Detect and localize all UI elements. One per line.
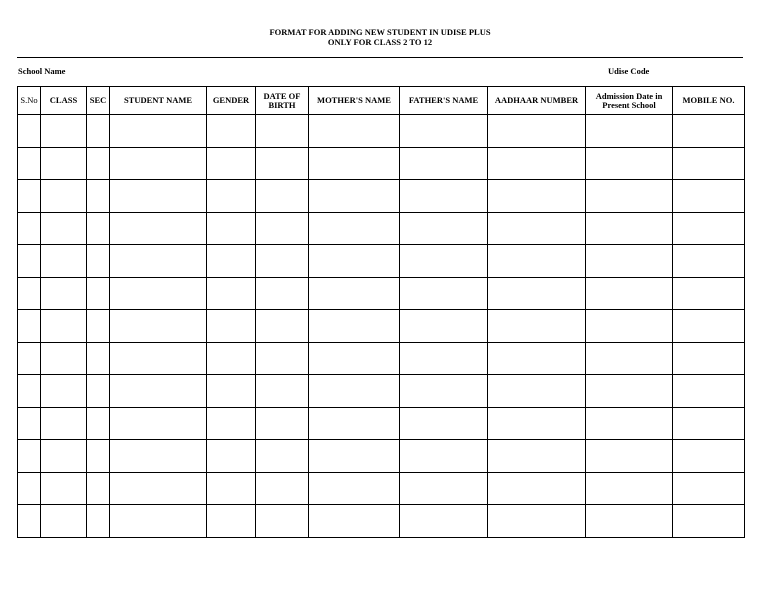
header-fathers-name-text: FATHER'S NAME [408, 95, 479, 105]
cell-admission-date[interactable] [586, 147, 673, 180]
cell-aadhaar-number[interactable] [488, 342, 586, 375]
cell-date-of-birth[interactable] [256, 147, 309, 180]
cell-fathers-name[interactable] [400, 310, 488, 343]
cell-admission-date[interactable] [586, 505, 673, 538]
cell-sno[interactable] [18, 245, 41, 278]
cell-sno[interactable] [18, 407, 41, 440]
cell-class[interactable] [41, 310, 87, 343]
cell-mobile-no[interactable] [673, 180, 745, 213]
header-sno [18, 87, 41, 115]
cell-date-of-birth[interactable] [256, 342, 309, 375]
cell-sec[interactable] [87, 310, 110, 343]
cell-date-of-birth[interactable] [256, 277, 309, 310]
cell-mobile-no[interactable] [673, 147, 745, 180]
cell-date-of-birth[interactable] [256, 115, 309, 148]
cell-admission-date[interactable] [586, 375, 673, 408]
cell-aadhaar-number[interactable] [488, 180, 586, 213]
cell-mobile-no[interactable] [673, 245, 745, 278]
cell-aadhaar-number[interactable] [488, 440, 586, 473]
header-student-name [110, 87, 207, 115]
cell-fathers-name[interactable] [400, 180, 488, 213]
cell-student-name[interactable] [110, 342, 207, 375]
cell-student-name[interactable] [110, 505, 207, 538]
cell-sno[interactable] [18, 277, 41, 310]
header-date-of-birth [256, 87, 309, 115]
school-name-label: School Name [18, 66, 66, 76]
cell-date-of-birth[interactable] [256, 407, 309, 440]
cell-admission-date[interactable] [586, 245, 673, 278]
cell-sec[interactable] [87, 147, 110, 180]
table-row [18, 277, 745, 310]
cell-sno[interactable] [18, 147, 41, 180]
cell-gender[interactable] [207, 375, 256, 408]
cell-sno[interactable] [18, 180, 41, 213]
cell-gender[interactable] [207, 472, 256, 505]
cell-gender[interactable] [207, 147, 256, 180]
cell-mobile-no[interactable] [673, 342, 745, 375]
header-admission-date-line-1: Admission Date in [595, 90, 663, 101]
header-sno-text: S.No [20, 95, 38, 105]
cell-admission-date[interactable] [586, 407, 673, 440]
cell-sec[interactable] [87, 115, 110, 148]
table-row [18, 440, 745, 473]
cell-mothers-name[interactable] [309, 147, 400, 180]
cell-gender[interactable] [207, 407, 256, 440]
cell-student-name[interactable] [110, 310, 207, 343]
cell-aadhaar-number[interactable] [488, 212, 586, 245]
cell-aadhaar-number[interactable] [488, 245, 586, 278]
cell-gender[interactable] [207, 245, 256, 278]
cell-date-of-birth[interactable] [256, 212, 309, 245]
cell-fathers-name[interactable] [400, 147, 488, 180]
cell-mothers-name[interactable] [309, 375, 400, 408]
header-admission-date [586, 87, 673, 115]
cell-gender[interactable] [207, 115, 256, 148]
cell-date-of-birth[interactable] [256, 180, 309, 213]
cell-student-name[interactable] [110, 147, 207, 180]
cell-class[interactable] [41, 277, 87, 310]
cell-mothers-name[interactable] [309, 180, 400, 213]
cell-mothers-name[interactable] [309, 115, 400, 148]
header-mobile-no-text: MOBILE NO. [682, 95, 735, 105]
cell-sec[interactable] [87, 277, 110, 310]
cell-admission-date[interactable] [586, 310, 673, 343]
cell-fathers-name[interactable] [400, 212, 488, 245]
cell-sno[interactable] [18, 212, 41, 245]
cell-date-of-birth[interactable] [256, 440, 309, 473]
header-mobile-no [673, 87, 745, 115]
table-row [18, 407, 745, 440]
table-row [18, 310, 745, 343]
cell-aadhaar-number[interactable] [488, 115, 586, 148]
table-row [18, 245, 745, 278]
cell-date-of-birth[interactable] [256, 310, 309, 343]
cell-class[interactable] [41, 115, 87, 148]
cell-gender[interactable] [207, 505, 256, 538]
header-fathers-name [400, 87, 488, 115]
cell-mothers-name[interactable] [309, 472, 400, 505]
cell-sno[interactable] [18, 375, 41, 408]
cell-class[interactable] [41, 440, 87, 473]
cell-student-name[interactable] [110, 180, 207, 213]
form-title [0, 28, 760, 47]
cell-gender[interactable] [207, 310, 256, 343]
table-row [18, 342, 745, 375]
cell-fathers-name[interactable] [400, 375, 488, 408]
header-gender [207, 87, 256, 115]
cell-admission-date[interactable] [586, 277, 673, 310]
cell-class[interactable] [41, 407, 87, 440]
cell-admission-date[interactable] [586, 472, 673, 505]
cell-aadhaar-number[interactable] [488, 277, 586, 310]
header-date-of-birth-line-1: DATE OF [263, 90, 301, 101]
cell-sno[interactable] [18, 440, 41, 473]
header-mothers-name-text: MOTHER'S NAME [317, 95, 391, 105]
cell-fathers-name[interactable] [400, 440, 488, 473]
cell-mobile-no[interactable] [673, 115, 745, 148]
cell-mothers-name[interactable] [309, 277, 400, 310]
cell-mobile-no[interactable] [673, 277, 745, 310]
cell-student-name[interactable] [110, 277, 207, 310]
cell-gender[interactable] [207, 212, 256, 245]
cell-class[interactable] [41, 180, 87, 213]
cell-gender[interactable] [207, 440, 256, 473]
table-row [18, 180, 745, 213]
cell-sno[interactable] [18, 472, 41, 505]
cell-mothers-name[interactable] [309, 245, 400, 278]
cell-sec[interactable] [87, 472, 110, 505]
cell-sno[interactable] [18, 115, 41, 148]
table-row [18, 375, 745, 408]
cell-student-name[interactable] [110, 115, 207, 148]
cell-class[interactable] [41, 375, 87, 408]
cell-fathers-name[interactable] [400, 472, 488, 505]
cell-admission-date[interactable] [586, 115, 673, 148]
cell-mobile-no[interactable] [673, 310, 745, 343]
cell-aadhaar-number[interactable] [488, 375, 586, 408]
cell-class[interactable] [41, 245, 87, 278]
cell-gender[interactable] [207, 180, 256, 213]
cell-fathers-name[interactable] [400, 505, 488, 538]
cell-student-name[interactable] [110, 472, 207, 505]
cell-sec[interactable] [87, 407, 110, 440]
cell-mothers-name[interactable] [309, 212, 400, 245]
cell-student-name[interactable] [110, 245, 207, 278]
cell-sec[interactable] [87, 375, 110, 408]
table-row [18, 115, 745, 148]
cell-gender[interactable] [207, 277, 256, 310]
cell-fathers-name[interactable] [400, 115, 488, 148]
header-sec-text: SEC [89, 95, 107, 105]
cell-student-name[interactable] [110, 407, 207, 440]
cell-aadhaar-number[interactable] [488, 310, 586, 343]
cell-fathers-name[interactable] [400, 342, 488, 375]
cell-aadhaar-number[interactable] [488, 407, 586, 440]
cell-sec[interactable] [87, 180, 110, 213]
cell-class[interactable] [41, 472, 87, 505]
cell-date-of-birth[interactable] [256, 375, 309, 408]
cell-fathers-name[interactable] [400, 245, 488, 278]
cell-class[interactable] [41, 212, 87, 245]
table-row [18, 147, 745, 180]
cell-admission-date[interactable] [586, 342, 673, 375]
cell-class[interactable] [41, 505, 87, 538]
cell-mobile-no[interactable] [673, 505, 745, 538]
cell-mobile-no[interactable] [673, 375, 745, 408]
cell-sec[interactable] [87, 342, 110, 375]
cell-mothers-name[interactable] [309, 407, 400, 440]
cell-aadhaar-number[interactable] [488, 505, 586, 538]
cell-student-name[interactable] [110, 375, 207, 408]
cell-mothers-name[interactable] [309, 440, 400, 473]
cell-fathers-name[interactable] [400, 277, 488, 310]
header-gender-text: GENDER [212, 95, 250, 105]
cell-mobile-no[interactable] [673, 472, 745, 505]
cell-mothers-name[interactable] [309, 342, 400, 375]
cell-admission-date[interactable] [586, 180, 673, 213]
form-title-line-2: ONLY FOR CLASS 2 TO 12 [327, 36, 433, 47]
cell-mothers-name[interactable] [309, 310, 400, 343]
cell-sec[interactable] [87, 505, 110, 538]
cell-gender[interactable] [207, 342, 256, 375]
student-entry-table [17, 86, 745, 538]
table-row [18, 212, 745, 245]
header-divider [17, 57, 743, 58]
table-row [18, 505, 745, 538]
cell-aadhaar-number[interactable] [488, 147, 586, 180]
cell-sno[interactable] [18, 342, 41, 375]
header-admission-date-line-2: Present School [602, 99, 656, 110]
cell-sec[interactable] [87, 440, 110, 473]
header-date-of-birth-line-2: BIRTH [268, 99, 296, 110]
header-sec [87, 87, 110, 115]
header-student-name-text: STUDENT NAME [123, 95, 193, 105]
cell-sno[interactable] [18, 310, 41, 343]
cell-admission-date[interactable] [586, 212, 673, 245]
cell-fathers-name[interactable] [400, 407, 488, 440]
cell-aadhaar-number[interactable] [488, 472, 586, 505]
table-header [18, 87, 745, 115]
cell-date-of-birth[interactable] [256, 505, 309, 538]
cell-mothers-name[interactable] [309, 505, 400, 538]
table-header-row [18, 87, 745, 115]
cell-class[interactable] [41, 147, 87, 180]
cell-class[interactable] [41, 342, 87, 375]
cell-sec[interactable] [87, 245, 110, 278]
form-title-line-1: FORMAT FOR ADDING NEW STUDENT IN UDISE PLUS [269, 27, 491, 37]
header-aadhaar-number [488, 87, 586, 115]
udise-code-label: Udise Code [608, 66, 650, 76]
cell-mobile-no[interactable] [673, 212, 745, 245]
cell-mobile-no[interactable] [673, 407, 745, 440]
table-row [18, 472, 745, 505]
cell-date-of-birth[interactable] [256, 245, 309, 278]
header-aadhaar-number-text: AADHAAR NUMBER [494, 95, 579, 105]
cell-student-name[interactable] [110, 440, 207, 473]
cell-date-of-birth[interactable] [256, 472, 309, 505]
cell-sno[interactable] [18, 505, 41, 538]
header-mothers-name [309, 87, 400, 115]
cell-sec[interactable] [87, 212, 110, 245]
cell-admission-date[interactable] [586, 440, 673, 473]
cell-student-name[interactable] [110, 212, 207, 245]
cell-mobile-no[interactable] [673, 440, 745, 473]
header-class [41, 87, 87, 115]
header-class-text: CLASS [49, 95, 78, 105]
table-body [18, 115, 745, 538]
